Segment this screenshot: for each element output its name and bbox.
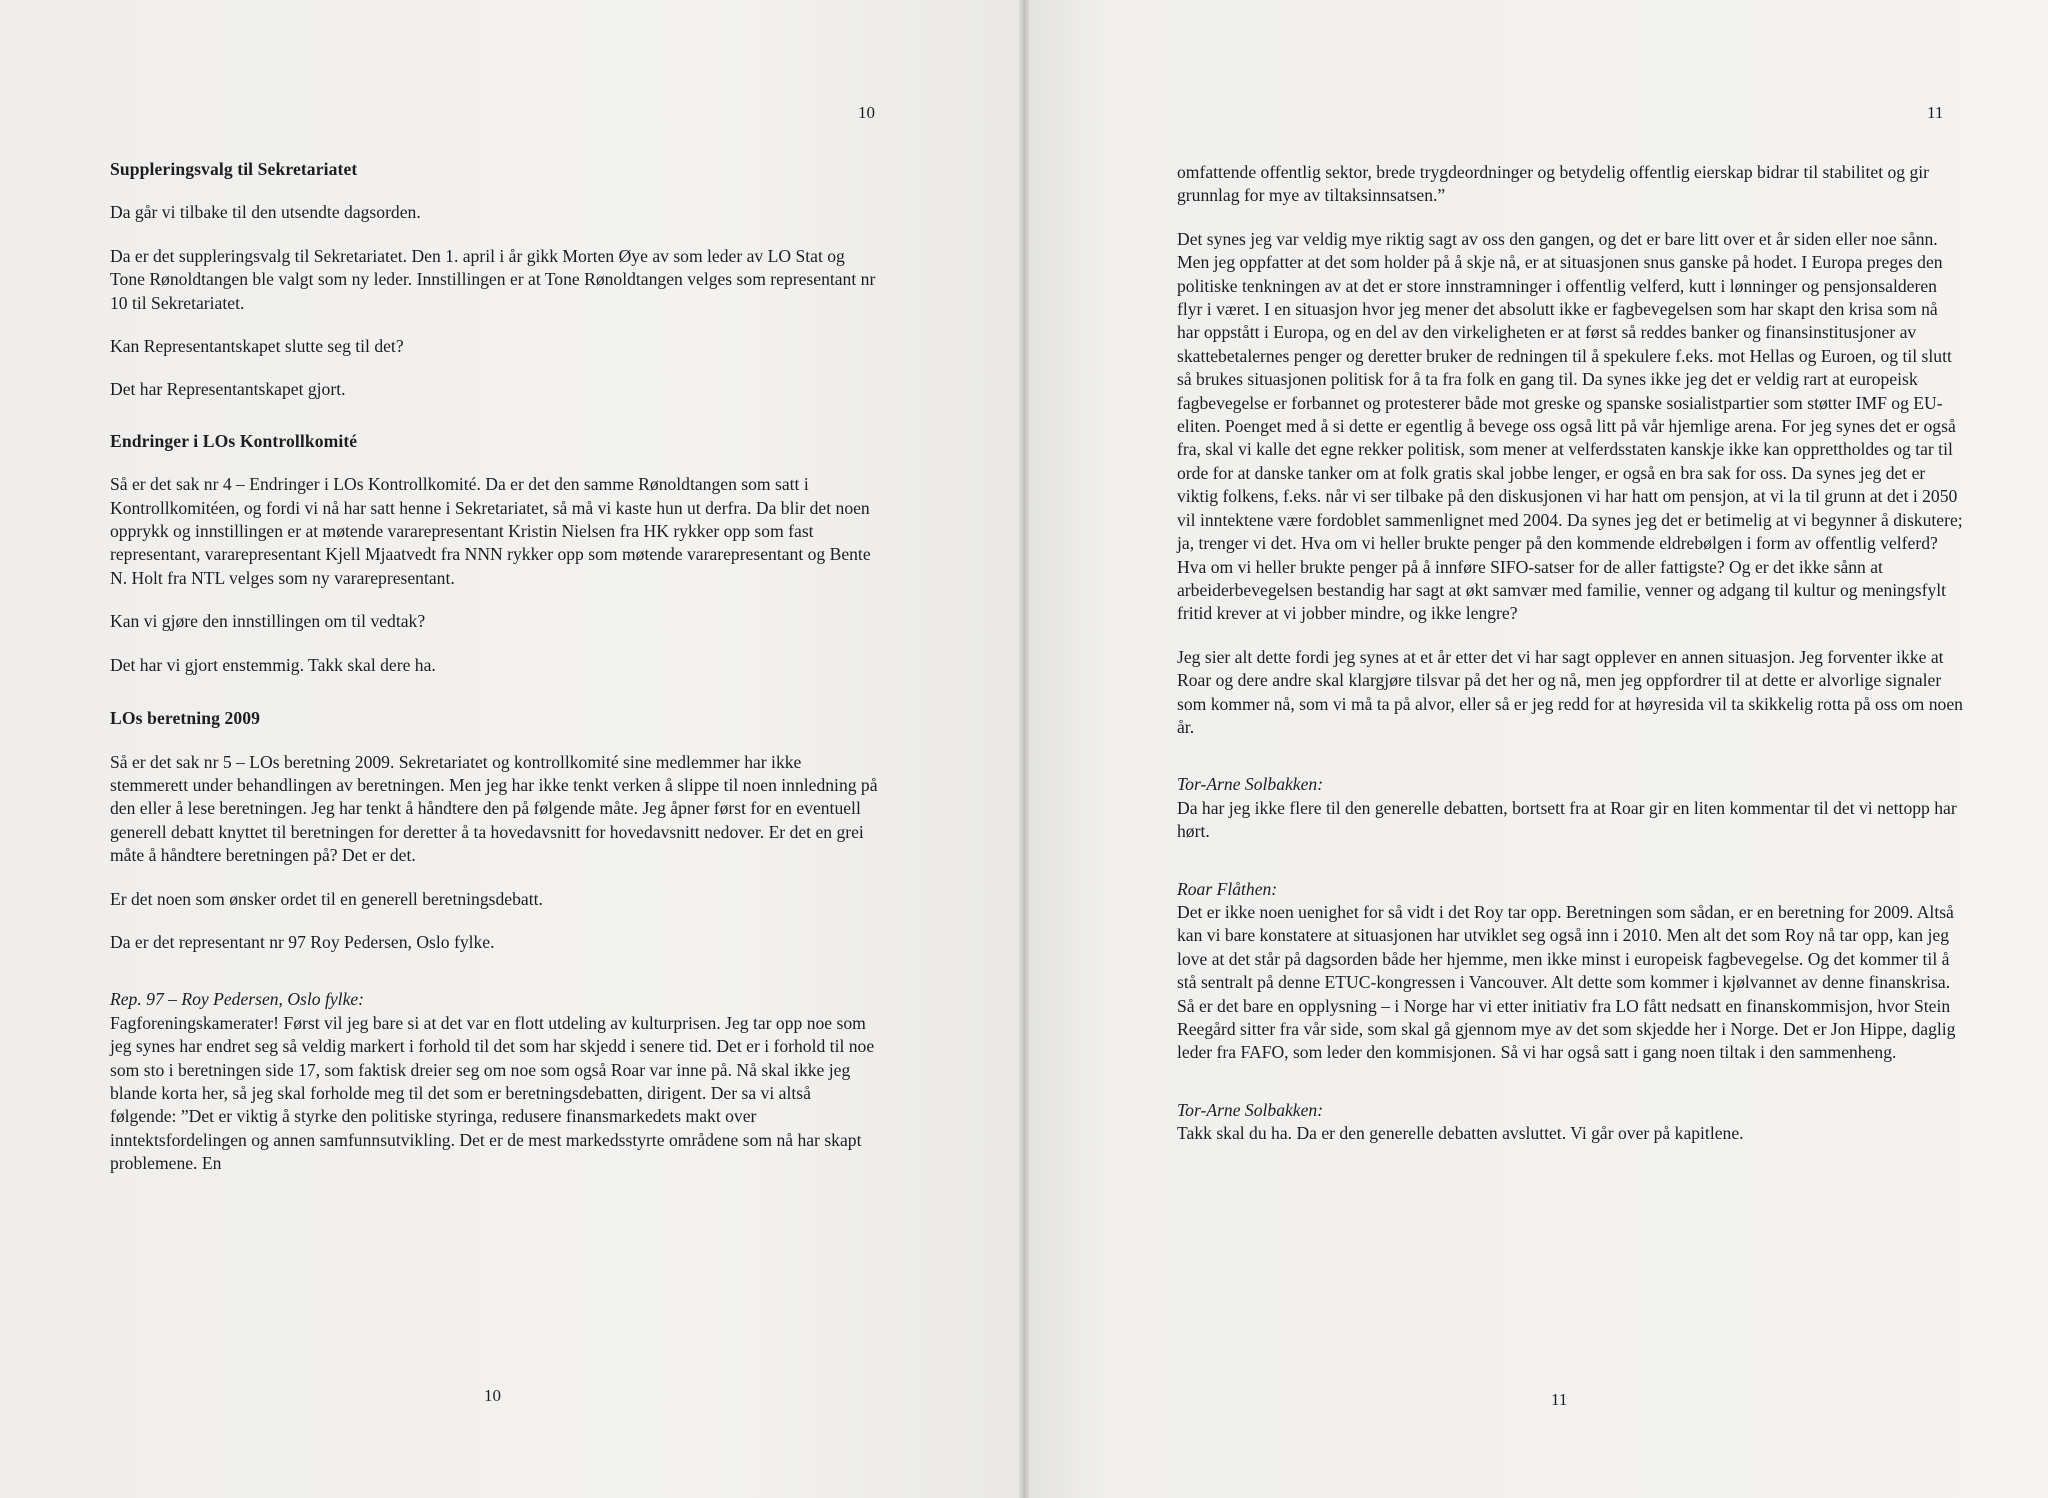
paragraph: Kan vi gjøre den innstillingen om til vedtak? bbox=[110, 611, 426, 632]
speaker-name: Tor-Arne Solbakken: bbox=[1177, 1099, 1324, 1120]
section-heading: Endringer i LOs Kontrollkomité bbox=[110, 430, 358, 451]
paragraph: omfattende offentlig sektor, brede trygdeordninger og betydelig offentlig eierskap bidrar til stabilitet og gir grunnlag for mye av tiltaksinnsatsen.” bbox=[1177, 162, 1930, 206]
paragraph: Så er det sak nr 4 – Endringer i LOs Kontrollkomité. Da er det den samme Rønoldtangen som satt i Kontrollkomitéen, og fordi vi nå har satt henne i Sekretariatet, så må vi kaste hun ut derfra. Da blir det noen opprykk og innstillingen er at møtende vararepresentant Kristin Nielsen fra HK rykker opp som fast representant, vararepresentant Kjell Mjaatvedt fra NNN rykker opp som møtende vararepresentant og Bente N. Holt fra NTL velges som ny vararepresentant. bbox=[110, 474, 871, 588]
page-number-bottom: 11 bbox=[1551, 1390, 1568, 1409]
paragraph: Takk skal du ha. Da er den generelle debatten avsluttet. Vi går over på kapitlene. bbox=[1177, 1123, 1744, 1144]
page-number-bottom: 10 bbox=[484, 1386, 501, 1405]
paragraph: Det har vi gjort enstemmig. Takk skal dere ha. bbox=[110, 654, 436, 675]
paragraph: Da er det suppleringsvalg til Sekretariatet. Den 1. april i år gikk Morten Øye av som leder av LO Stat og Tone Rønoldtangen ble valgt som ny leder. Innstillingen er at Tone Rønoldtangen velges som representant nr 10 til Sekretariatet. bbox=[110, 245, 876, 313]
paragraph: Så er det sak nr 5 – LOs beretning 2009. Sekretariatet og kontrollkomité sine medlemmer har ikke stemmerett under behandlingen av beretningen. Men jeg har ikke tenkt verken å slippe til noen innledning på den eller å lese beretningen. Jeg har tenkt å håndtere den på følgende måte. Jeg åpner først for en eventuell generell debatt knyttet til beretningen for deretter å ta hovedavsnitt for hovedavsnitt nedover. Er det en grei måte å håndtere beretningen på? Det er det. bbox=[110, 751, 878, 866]
paragraph: Jeg sier alt dette fordi jeg synes at et år etter det vi har sagt opplever en annen situasjon. Jeg forventer ikke at Roar og dere andre skal klargjøre tilsvar på det her og nå, men jeg oppfordrer til at dette er alvorlige signaler som kommer nå, som vi må ta på alvor, eller så er jeg redd for at høyresida vil ta skikkelig rotta på oss om noen år. bbox=[1177, 646, 1963, 737]
left-page-body bbox=[110, 158, 880, 1196]
paragraph: Det er ikke noen uenighet for så vidt i det Roy tar opp. Beretningen som sådan, er en beretning for 2009. Altså kan vi bare konstatere at situasjonen har utviklet seg også inn i 2010. Men alt det som Roy nå tar opp, kan jeg love at det står på dagsorden både her hjemme, men ikke minst i europeisk fagbevegelse. Og det kommer til å stå sentralt på denne ETUC-kongressen i Vancouver. Alt dette som kommer i kjølvannet av denne finanskrisa. Så er det bare en opplysning – i Norge har vi etter initiativ fra LO fått nedsatt en finanskommisjon, hvor Stein Reegård sitter fra vår side, som skal gå gjennom mye av det som skjedde her i Norge. Det er Jon Hippe, daglig leder fra FAFO, som leder den kommisjonen. Så vi har også satt i gang noen tiltak i den sammenheng. bbox=[1177, 901, 1956, 1063]
page-number-top: 11 bbox=[1927, 103, 1944, 122]
speaker-name: Rep. 97 – Roy Pedersen, Oslo fylke: bbox=[110, 989, 365, 1010]
paragraph: Det synes jeg var veldig mye riktig sagt av oss den gangen, og det er bare litt over et år siden eller noe sånn. Men jeg oppfatter at det som holder på å skje nå, er at situasjonen snus ganske på hodet. I Europa preges den politiske tenkningen av at det er store innstramninger i offentlig velferd, kutt i lønninger og pensjonsalderen flyr i været. I en situasjon hvor jeg mener det absolutt ikke er fagbevegelsen som har skapt den krisa som nå har oppstått i Europa, og en del av den virkeligheten er at først så reddes banker og finansinstitusjoner av skattebetalernes penger og deretter bruker de redningen til å spekulere f.eks. mot Hellas og Euroen, og til slutt så brukes situasjonen politisk for å ta fra folk en gang til. Da synes ikke jeg det er veldig rart at europeisk fagbevegelse er forbannet og protesterer både mot greske og spanske sosialistpartier som støtter IMF og EU-eliten. Poenget med å si dette er egentlig å bevege oss også litt på vår hjemlige arena. For jeg synes det er også fra, skal vi kalle det egne rekker politisk, som mener at velferdsstaten kanskje ikke kan opprettholdes og tar til orde for at danske tanker om at folk gratis skal jobbe lenger, er også en bra sak for oss. Da synes jeg det er viktig folkens, f.eks. når vi ser tilbake på den diskusjonen vi har hatt om pensjon, at vi la til grunn at det i 2050 vil inntektene være fordoblet sammenlignet med 2004. Da synes jeg det er betimelig at vi begynner å diskutere; ja, trenger vi det. Hva om vi heller brukte penger på den kommende eldrebølgen i form av offentlig velferd? Hva om vi heller brukte penger på å innføre SIFO-satser for de aller fattigste? Og er det ikke sånn at arbeiderbevegelsen bestandig har sagt at økt samvær med familie, venner og adgang til kultur og meningsfylt fritid krever at vi jobber mindre, og ikke lengre? bbox=[1177, 228, 1963, 624]
paragraph: Da har jeg ikke flere til den generelle debatten, bortsett fra at Roar gir en liten kommentar til det vi nettopp har hørt. bbox=[1177, 797, 1957, 842]
speaker-name: Tor-Arne Solbakken: bbox=[1177, 774, 1324, 795]
book-gutter bbox=[1019, 0, 1029, 1498]
paragraph: Da går vi tilbake til den utsendte dagsorden. bbox=[110, 202, 421, 223]
paragraph: Er det noen som ønsker ordet til en generell beretningsdebatt. bbox=[110, 888, 543, 909]
right-page-body bbox=[1177, 161, 1963, 1166]
paragraph: Kan Representantskapet slutte seg til det? bbox=[110, 336, 404, 357]
paragraph: Fagforeningskamerater! Først vil jeg bare si at det var en flott utdeling av kulturprisen. Jeg tar opp noe som jeg synes har endret seg så veldig markert i forhold til det som har skjedd i senere tid. Det er i forhold til noe som sto i beretningen side 17, som faktisk dreier seg om noe som også Roar var inne på. Nå skal ikke jeg blande korta her, så jeg skal forholde meg til det som er beretningsdebatten, dirigent. Der sa vi altså følgende: ”Det er viktig å styrke den politiske styringa, redusere finansmarkedets makt over inntektsfordelingen og annen samfunnsutvikling. Det er de mest markedsstyrte områdene som nå har skapt problemene. En bbox=[110, 1012, 875, 1174]
page-number-top: 10 bbox=[858, 103, 875, 122]
section-heading: Suppleringsvalg til Sekretariatet bbox=[110, 159, 358, 179]
paragraph: Da er det representant nr 97 Roy Pedersen, Oslo fylke. bbox=[110, 931, 495, 952]
paragraph: Det har Representantskapet gjort. bbox=[110, 379, 346, 400]
right-page bbox=[1024, 0, 2048, 1498]
section-heading: LOs beretning 2009 bbox=[110, 708, 261, 729]
speaker-name: Roar Flåthen: bbox=[1177, 878, 1278, 899]
